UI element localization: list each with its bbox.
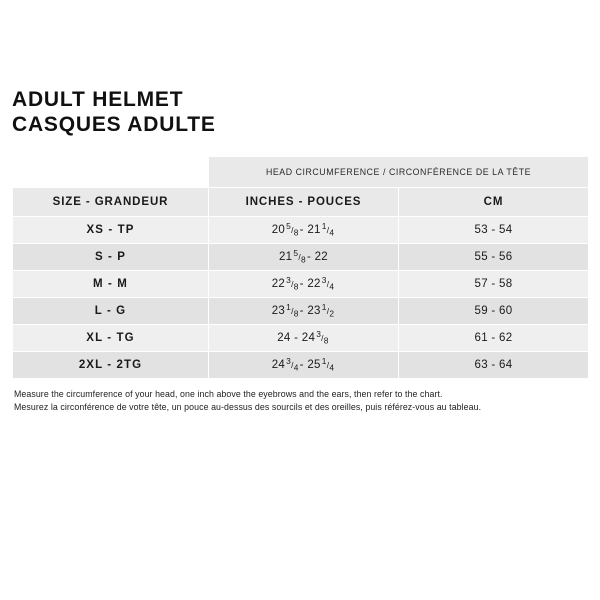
fraction: $^3/_8$ xyxy=(286,275,299,292)
note-french: Mesurez la circonférence de votre tête, un pouce au-dessus des sourcils et des oreilles, puis référez-vous au tableau. xyxy=(14,402,482,413)
row-size-cell: 2XL - 2TG xyxy=(13,351,209,378)
row-cm-cell: 55 - 56 xyxy=(399,243,589,270)
fraction: $^3/_4$ xyxy=(321,275,335,292)
inches-value: 20 $^5/_8$ - 21 $^1/_4$ xyxy=(209,217,398,243)
note-english: Measure the circumference of your head, one inch above the eyebrows and the ears, then refer to the chart. xyxy=(14,388,443,399)
row-cm-cell: 63 - 64 xyxy=(399,351,589,378)
table-row xyxy=(13,297,589,324)
inches-value: 24 $^3/_4$ - 25 $^1/_4$ xyxy=(209,352,398,378)
fraction: $^1/_8$ xyxy=(286,302,299,319)
row-size-cell: S - P xyxy=(13,243,209,270)
table-group-header-row xyxy=(13,156,589,187)
table-row xyxy=(13,216,589,243)
table-row xyxy=(13,351,589,378)
table-row xyxy=(13,243,589,270)
row-size-cell: XS - TP xyxy=(13,216,209,243)
row-inches-cell xyxy=(209,324,399,351)
group-header-blank-cell xyxy=(13,156,209,187)
size-chart-table xyxy=(12,156,589,379)
group-header-label: HEAD CIRCUMFERENCE / CIRCONFÉRENCE DE LA TÊTE xyxy=(209,157,588,187)
column-header-size: SIZE - GRANDEUR xyxy=(13,187,209,216)
row-cm-cell: 61 - 62 xyxy=(399,324,589,351)
inches-value: 22 $^3/_8$ - 22 $^3/_4$ xyxy=(209,271,398,297)
row-inches-cell xyxy=(209,243,399,270)
group-header-cell xyxy=(209,156,589,187)
page-title xyxy=(12,88,588,138)
inches-value: 24 - 24 $^3/_8$ xyxy=(209,325,398,351)
column-header-cm: CM xyxy=(399,187,589,216)
fraction: $^5/_8$ xyxy=(293,248,306,265)
table-column-header-row xyxy=(13,187,589,216)
row-cm-cell: 57 - 58 xyxy=(399,270,589,297)
title-line-english: ADULT HELMET xyxy=(12,88,184,111)
fraction: $^1/_4$ xyxy=(321,221,335,238)
row-cm-cell: 59 - 60 xyxy=(399,297,589,324)
row-size-cell: XL - TG xyxy=(13,324,209,351)
row-size-cell: L - G xyxy=(13,297,209,324)
row-size-cell: M - M xyxy=(13,270,209,297)
column-header-inches: INCHES - POUCES xyxy=(209,187,399,216)
fraction: $^5/_8$ xyxy=(286,221,299,238)
row-cm-cell: 53 - 54 xyxy=(399,216,589,243)
table-row xyxy=(13,324,589,351)
fraction: $^1/_4$ xyxy=(321,356,335,373)
title-line-french: CASQUES ADULTE xyxy=(12,112,216,136)
row-inches-cell xyxy=(209,351,399,378)
row-inches-cell xyxy=(209,270,399,297)
inches-value: 21 $^5/_8$ - 22 xyxy=(209,244,398,270)
fraction: $^3/_4$ xyxy=(286,356,299,373)
fraction: $^3/_8$ xyxy=(316,329,329,346)
row-inches-cell xyxy=(209,297,399,324)
table-row xyxy=(13,270,589,297)
row-inches-cell xyxy=(209,216,399,243)
fraction: $^1/_2$ xyxy=(321,302,335,319)
inches-value: 23 $^1/_8$ - 23 $^1/_2$ xyxy=(209,298,398,324)
measurement-notes xyxy=(12,388,588,415)
